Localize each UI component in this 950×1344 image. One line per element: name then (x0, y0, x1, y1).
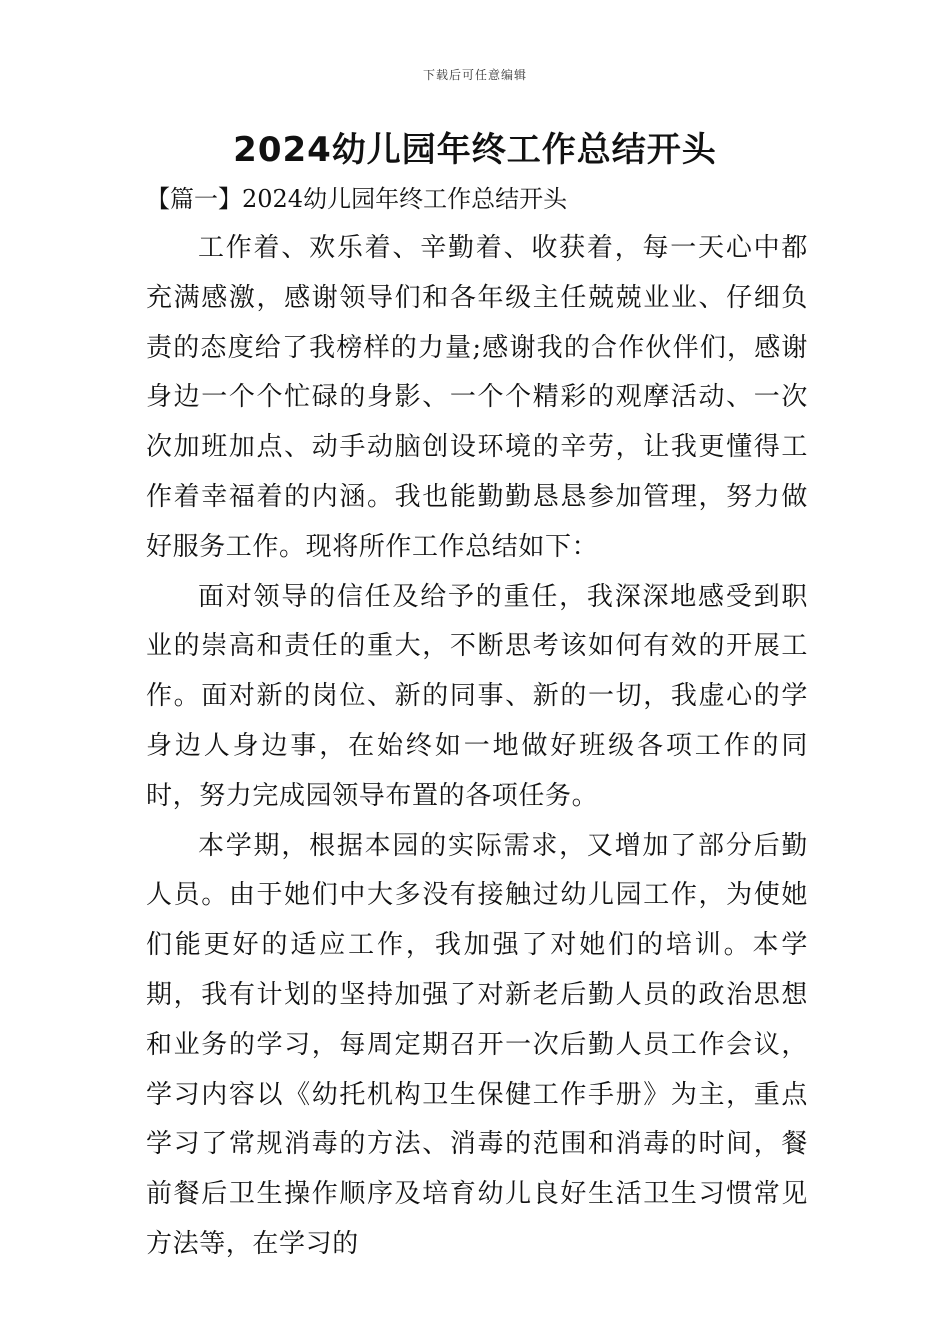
document-title: 2024幼儿园年终工作总结开头 (233, 130, 717, 170)
section-heading: 【篇一】2024幼儿园年终工作总结开头 (146, 185, 568, 213)
body-text (146, 224, 808, 1270)
paragraph-2: 面对领导的信任及给予的重任，我深深地感受到职业的崇高和责任的重大，不断思考该如何有效的开展工作。面对新的岗位、新的同事、新的一切，我虚心的学身边人身边事，在始终如一地做好班级各项工作的同时，努力完成园领导布置的各项任务。 (146, 581, 808, 811)
paragraph-1: 工作着、欢乐着、辛勤着、收获着，每一天心中都充满感激，感谢领导们和各年级主任兢兢业业、仔细负责的态度给了我榜样的力量;感谢我的合作伙伴们，感谢身边一个个忙碌的身影、一个个精彩的观摩活动、一次次加班加点、动手动脑创设环境的辛劳，让我更懂得工作着幸福着的内涵。我也能勤勤恳恳参加管理，努力做好服务工作。现将所作工作总结如下： (146, 233, 808, 562)
header-note: 下载后可任意编辑 (422, 68, 527, 82)
paragraph-3: 本学期，根据本园的实际需求，又增加了部分后勤人员。由于她们中大多没有接触过幼儿园工作，为使她们能更好的适应工作，我加强了对她们的培训。本学期，我有计划的坚持加强了对新老后勤人员的政治思想和业务的学习，每周定期召开一次后勤人员工作会议，学习内容以《幼托机构卫生保健工作手册》为主，重点学习了常规消毒的方法、消毒的范围和消毒的时间，餐前餐后卫生操作顺序及培育幼儿良好生活卫生习惯常见方法等，在学习的 (146, 830, 808, 1259)
